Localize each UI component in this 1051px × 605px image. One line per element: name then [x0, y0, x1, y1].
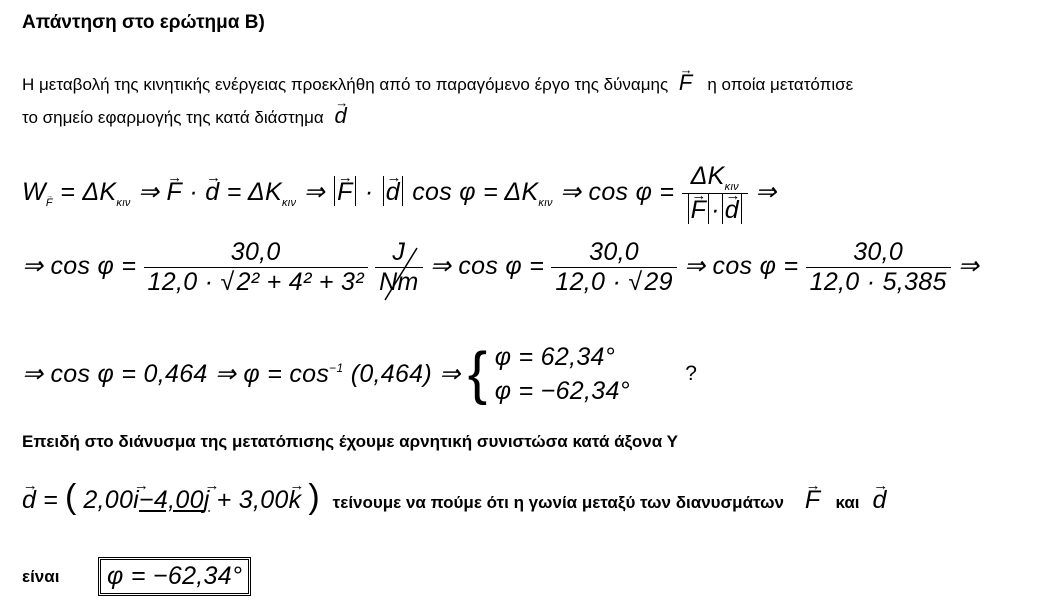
- dvec-lparen: (: [65, 478, 77, 516]
- dvec-eq: =: [43, 486, 59, 514]
- eq1-part-1: = ΔK: [60, 178, 117, 206]
- eq1-w-sub: → F: [46, 197, 53, 209]
- eq2-num-2: 30,0: [589, 238, 640, 266]
- eq2-b: ⇒ cos φ =: [429, 252, 545, 281]
- eq1-part-3: ·: [189, 178, 198, 206]
- abs-bar: [402, 176, 403, 206]
- unit-num: J: [392, 238, 406, 266]
- eq2-den-3: 12,0 · 5,385: [806, 267, 951, 297]
- abs-bar: [334, 176, 335, 206]
- eq3-case-2: φ = −62,34°: [494, 377, 630, 405]
- dvec-d2: → d: [872, 486, 886, 515]
- question-mark: ?: [685, 362, 698, 385]
- abs-bar: [383, 176, 384, 206]
- dvec-rparen: ): [308, 478, 320, 516]
- eq1-part-9: ⇒: [755, 178, 777, 206]
- unit-den: Nm: [375, 267, 422, 297]
- intro-text-c: το σημείο εφαρμογής της κατά διάστημα: [22, 108, 324, 127]
- abs-bar: [741, 194, 742, 224]
- dvec-f: → F: [805, 486, 821, 515]
- eq1-d: → d: [205, 178, 219, 207]
- dvec-t1: 2,00: [83, 486, 134, 514]
- eq2-num-1: 30,0: [230, 238, 281, 266]
- intro-text-a: Η μεταβολή της κινητικής ενέργειας προεκλήθη από το παραγόμενο έργο της δύναμης: [22, 75, 669, 94]
- eq1-frac-num: ΔK: [690, 162, 725, 190]
- eq1-part-2: ⇒: [138, 178, 160, 206]
- vector-d: → d: [334, 103, 347, 129]
- equation-3: [22, 340, 697, 408]
- left-brace: {: [467, 341, 488, 406]
- eq2-den-2-root: 29: [644, 268, 673, 296]
- eq2-fraction-1: $\frac{30,0}{\text{12,0 · √2² + 4² + 3²}}$: [144, 238, 368, 297]
- eq1-frac-d: → d: [725, 196, 739, 225]
- eq2-den-2a: 12,0 ·: [555, 268, 622, 296]
- eq1-kin-3: κιν: [538, 197, 553, 209]
- eq2-den-1a: 12,0 ·: [147, 268, 214, 296]
- eq1-part-5: ⇒: [303, 178, 325, 206]
- intro-line-2: [22, 103, 347, 129]
- dvec-k: → k: [289, 486, 302, 515]
- answer-box: φ = −62,34°: [98, 557, 251, 596]
- intro-line-1: [22, 70, 853, 96]
- abs-bar: [355, 176, 356, 206]
- d-vector-line: [22, 478, 887, 517]
- eq1-kin-1: κιν: [116, 197, 131, 209]
- dvec-i: → i: [133, 486, 139, 515]
- eq2-den-1-root: 2² + 4² + 3²: [236, 268, 364, 296]
- eq1-part-8: ⇒ cos φ =: [560, 178, 675, 206]
- vector-f: → F: [679, 70, 693, 96]
- eq3-cases: [495, 340, 630, 408]
- intro-text-b: η οποία μετατόπισε: [707, 75, 854, 94]
- eq2-c: ⇒ cos φ =: [684, 252, 799, 281]
- unit-fraction: [375, 238, 422, 297]
- eq2-fraction-2: $\frac{30,0}{12,0 \cdot √29}$: [551, 238, 676, 297]
- abs-bar: [708, 194, 709, 224]
- heading: Απάντηση στο ερώτημα Β): [22, 12, 265, 33]
- unit-cancel-strike: [375, 240, 425, 304]
- eq3-a: ⇒ cos φ = 0,464 ⇒ φ = cos: [22, 360, 330, 388]
- eq1-part-7: cos φ = ΔK: [412, 178, 539, 206]
- equation-2: [22, 238, 979, 297]
- eq2-fraction-3: [806, 238, 951, 297]
- eq3-case-1: φ = 62,34°: [494, 343, 616, 371]
- eq3-b: (0,464) ⇒: [350, 360, 461, 388]
- eq2-d: ⇒: [957, 252, 980, 281]
- conclusion-label: είναι: [22, 567, 60, 586]
- eq1-w: W: [22, 178, 46, 206]
- eq1-kin-2: κιν: [281, 197, 297, 209]
- eq1-kin-4: κιν: [724, 181, 739, 193]
- dvec-t2: −4,00: [139, 486, 204, 514]
- eq2-num-3: 30,0: [853, 238, 904, 266]
- abs-bar: [722, 194, 723, 224]
- dvec-j: → j: [204, 486, 210, 515]
- eq1-part-4: = ΔK: [226, 178, 282, 206]
- eq1-frac-f: → F: [691, 196, 707, 225]
- eq1-fraction: $\Delta K_{\kappa\iota\nu}$ → F ·→ d: [682, 162, 748, 225]
- dvec-text: τείνουμε να πούμε ότι η γωνία μεταξύ των διανυσμάτων: [332, 493, 784, 512]
- eq3-sup: −1: [329, 361, 344, 375]
- note-line: Επειδή στο διάνυσμα της μετατόπισης έχουμε αρνητική συνιστώσα κατά άξονα Υ: [22, 432, 678, 451]
- eq1-f-abs: → F: [337, 178, 353, 207]
- eq2-a: ⇒ cos φ =: [22, 252, 137, 281]
- dvec-d: → d: [22, 486, 36, 515]
- dvec-and: και: [835, 493, 860, 512]
- abs-bar: [688, 194, 689, 224]
- equation-1: [22, 162, 777, 225]
- dvec-t3: + 3,00: [216, 486, 289, 514]
- eq1-f: → F: [167, 178, 183, 207]
- eq1-part-6: ·: [364, 178, 374, 206]
- eq1-d-abs: → d: [386, 178, 400, 207]
